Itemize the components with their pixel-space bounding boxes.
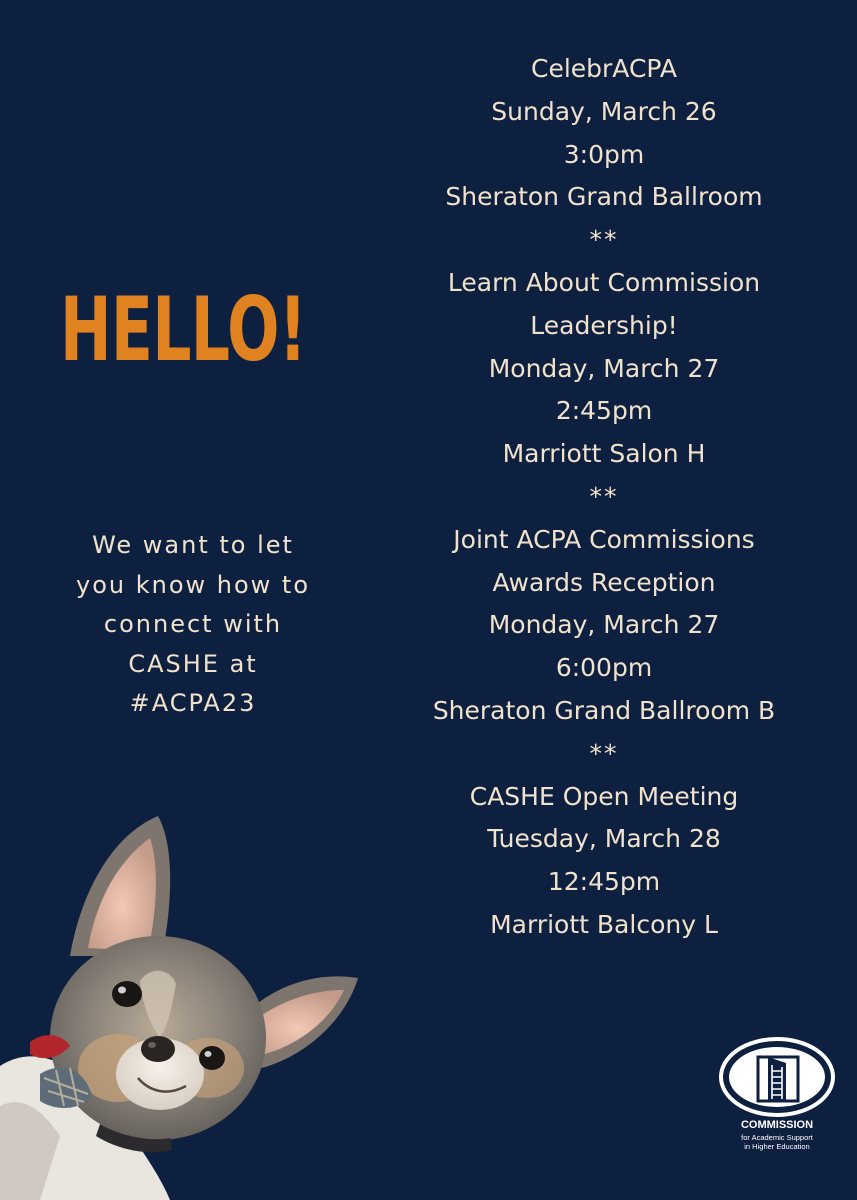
- event-title: Joint ACPA Commissions: [453, 524, 755, 554]
- intro-line: connect with: [103, 610, 283, 638]
- event-title: CelebrACPA: [530, 54, 677, 83]
- event-title: Leadership!: [530, 310, 678, 340]
- event-separator: **: [589, 481, 619, 511]
- event-time: 6:00pm: [555, 653, 653, 683]
- event-open-meeting: [410, 776, 798, 947]
- event-time: 2:45pm: [555, 396, 653, 426]
- event-celebracpa: [410, 48, 798, 219]
- intro-line: #ACPA23: [129, 689, 257, 717]
- event-date: Sunday, March 26: [491, 96, 717, 126]
- event-awards-reception: [410, 519, 798, 733]
- event-location: Marriott Salon H: [502, 439, 706, 469]
- event-location: Sheraton Grand Ballroom B: [432, 695, 776, 725]
- event-schedule: [410, 48, 798, 947]
- event-date: Tuesday, March 28: [487, 824, 721, 854]
- event-title: Awards Reception: [492, 567, 716, 597]
- logo-title: COMMISSION: [740, 1119, 814, 1131]
- chihuahua-image: [0, 806, 370, 1200]
- event-separator: **: [589, 738, 619, 768]
- intro-text: [60, 526, 326, 724]
- event-title: CASHE Open Meeting: [469, 781, 739, 811]
- event-location: Sheraton Grand Ballroom: [445, 182, 763, 212]
- intro-line: We want to let: [92, 531, 294, 559]
- intro-line: CASHE at: [128, 649, 258, 678]
- event-commission-leadership: [410, 262, 798, 476]
- logo-subtitle-line: for Academic Support: [741, 1133, 813, 1142]
- logo-subtitle-line: in Higher Education: [744, 1142, 810, 1151]
- event-separator: **: [589, 225, 619, 255]
- intro-line: you know how to: [75, 570, 311, 599]
- door-ladder-icon: [712, 1035, 842, 1119]
- logo-subtitle: [712, 1133, 842, 1151]
- event-time: 3:0pm: [563, 139, 645, 169]
- event-date: Monday, March 27: [488, 610, 720, 640]
- headline: HELLO!: [60, 278, 307, 381]
- event-title: Learn About Commission: [447, 267, 761, 297]
- event-location: Marriott Balcony L: [490, 909, 718, 939]
- event-time: 12:45pm: [547, 867, 661, 897]
- commission-logo: [712, 1035, 842, 1160]
- event-date: Monday, March 27: [488, 353, 720, 383]
